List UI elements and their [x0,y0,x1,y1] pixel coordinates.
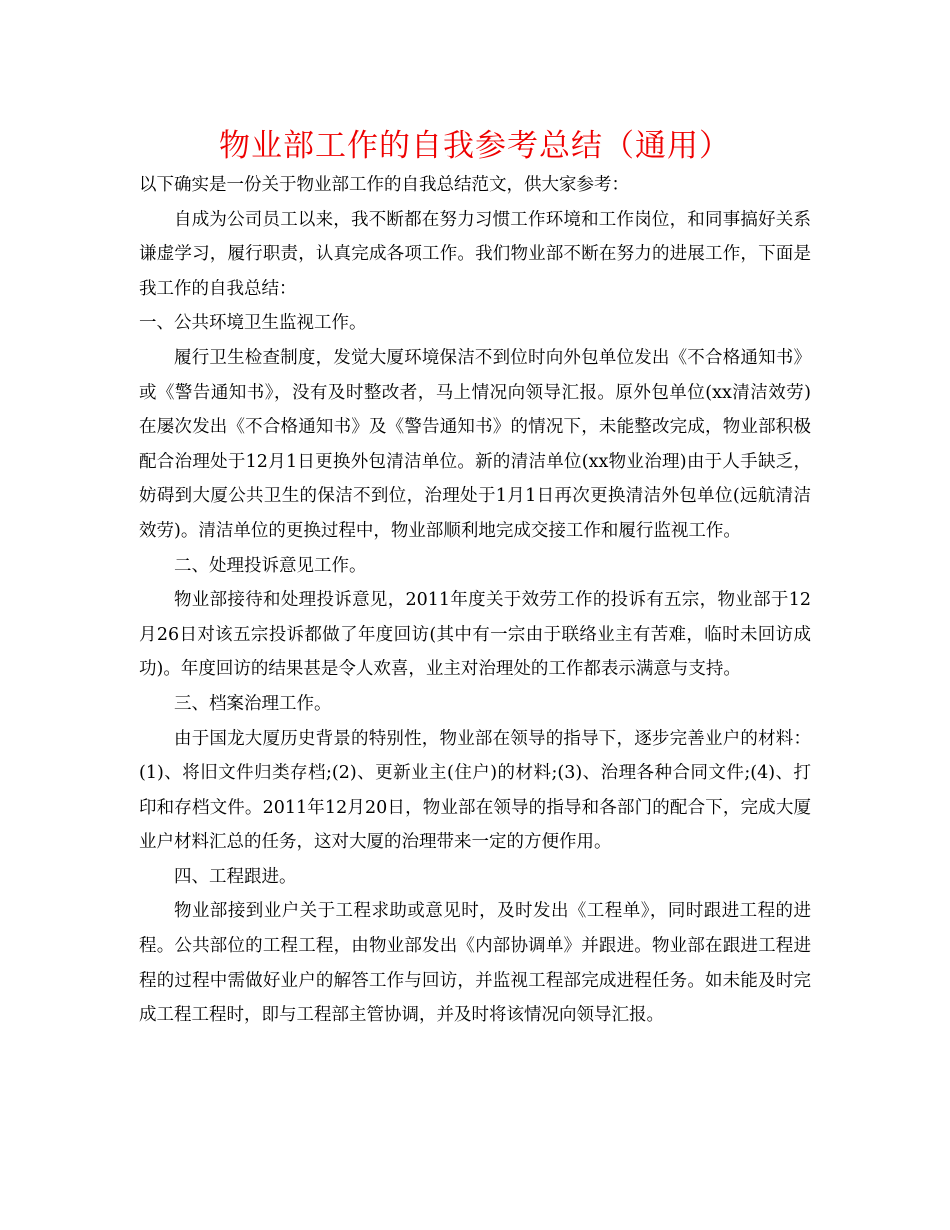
body-paragraph-opening: 自成为公司员工以来，我不断都在努力习惯工作环境和工作岗位，和同事搞好关系谦虚学习，履行职责，认真完成各项工作。我们物业部不断在努力的进展工作，下面是我工作的自我总结： [139,209,811,299]
body-paragraph-engineering: 物业部接到业户关于工程求助或意见时，及时发出《工程单》，同时跟进工程的进程。公共部位的工程工程，由物业部发出《内部协调单》并跟进。物业部在跟进工程进程的过程中需做好业户的解答工作与回访，并监视工程部完成进程任务。如未能及时完成工程工程时，即与工程部主管协调，并及时将该情况向领导汇报。 [139,901,811,1026]
document-title: 物业部工作的自我参考总结（通用） [219,128,731,164]
section-heading-4: 四、工程跟进。 [174,866,297,887]
intro-paragraph: 以下确实是一份关于物业部工作的自我总结范文，供大家参考： [139,175,629,195]
section-heading-3: 三、档案治理工作。 [174,693,332,714]
section-heading-1: 一、公共环境卫生监视工作。 [139,313,367,334]
document-page [139,124,811,1033]
body-paragraph-archives: 由于国龙大厦历史背景的特别性，物业部在领导的指导下，逐步完善业户的材料：(1)、将旧文件归类存档;(2)、更新业主(住户)的材料;(3)、治理各种合同文件;(4)、打印和存档文件。2011年12月20日，物业部在领导的指导和各部门的配合下，完成大厦业户材料汇总的任务，这对大厦的治理带来一定的方便作用。 [139,728,811,853]
body-paragraph-environment: 履行卫生检查制度，发觉大厦环境保洁不到位时向外包单位发出《不合格通知书》或《警告通知书》，没有及时整改者，马上情况向领导汇报。原外包单位(xx清洁效劳)在屡次发出《不合格通知书》及《警告通知书》的情况下，未能整改完成，物业部积极配合治理处于12月1日更换外包清洁单位。新的清洁单位(xx物业治理)由于人手缺乏，妨碍到大厦公共卫生的保洁不到位，治理处于1月1日再次更换清洁外包单位(远航清洁效劳)。清洁单位的更换过程中，物业部顺利地完成交接工作和履行监视工作。 [139,347,811,541]
body-paragraph-complaints: 物业部接待和处理投诉意见，2011年度关于效劳工作的投诉有五宗，物业部于12月26日对该五宗投诉都做了年度回访(其中有一宗由于联络业主有苦难，临时未回访成功)。年度回访的结果甚是令人欢喜，业主对治理处的工作都表示满意与支持。 [139,590,811,680]
section-heading-2: 二、处理投诉意见工作。 [174,555,367,576]
